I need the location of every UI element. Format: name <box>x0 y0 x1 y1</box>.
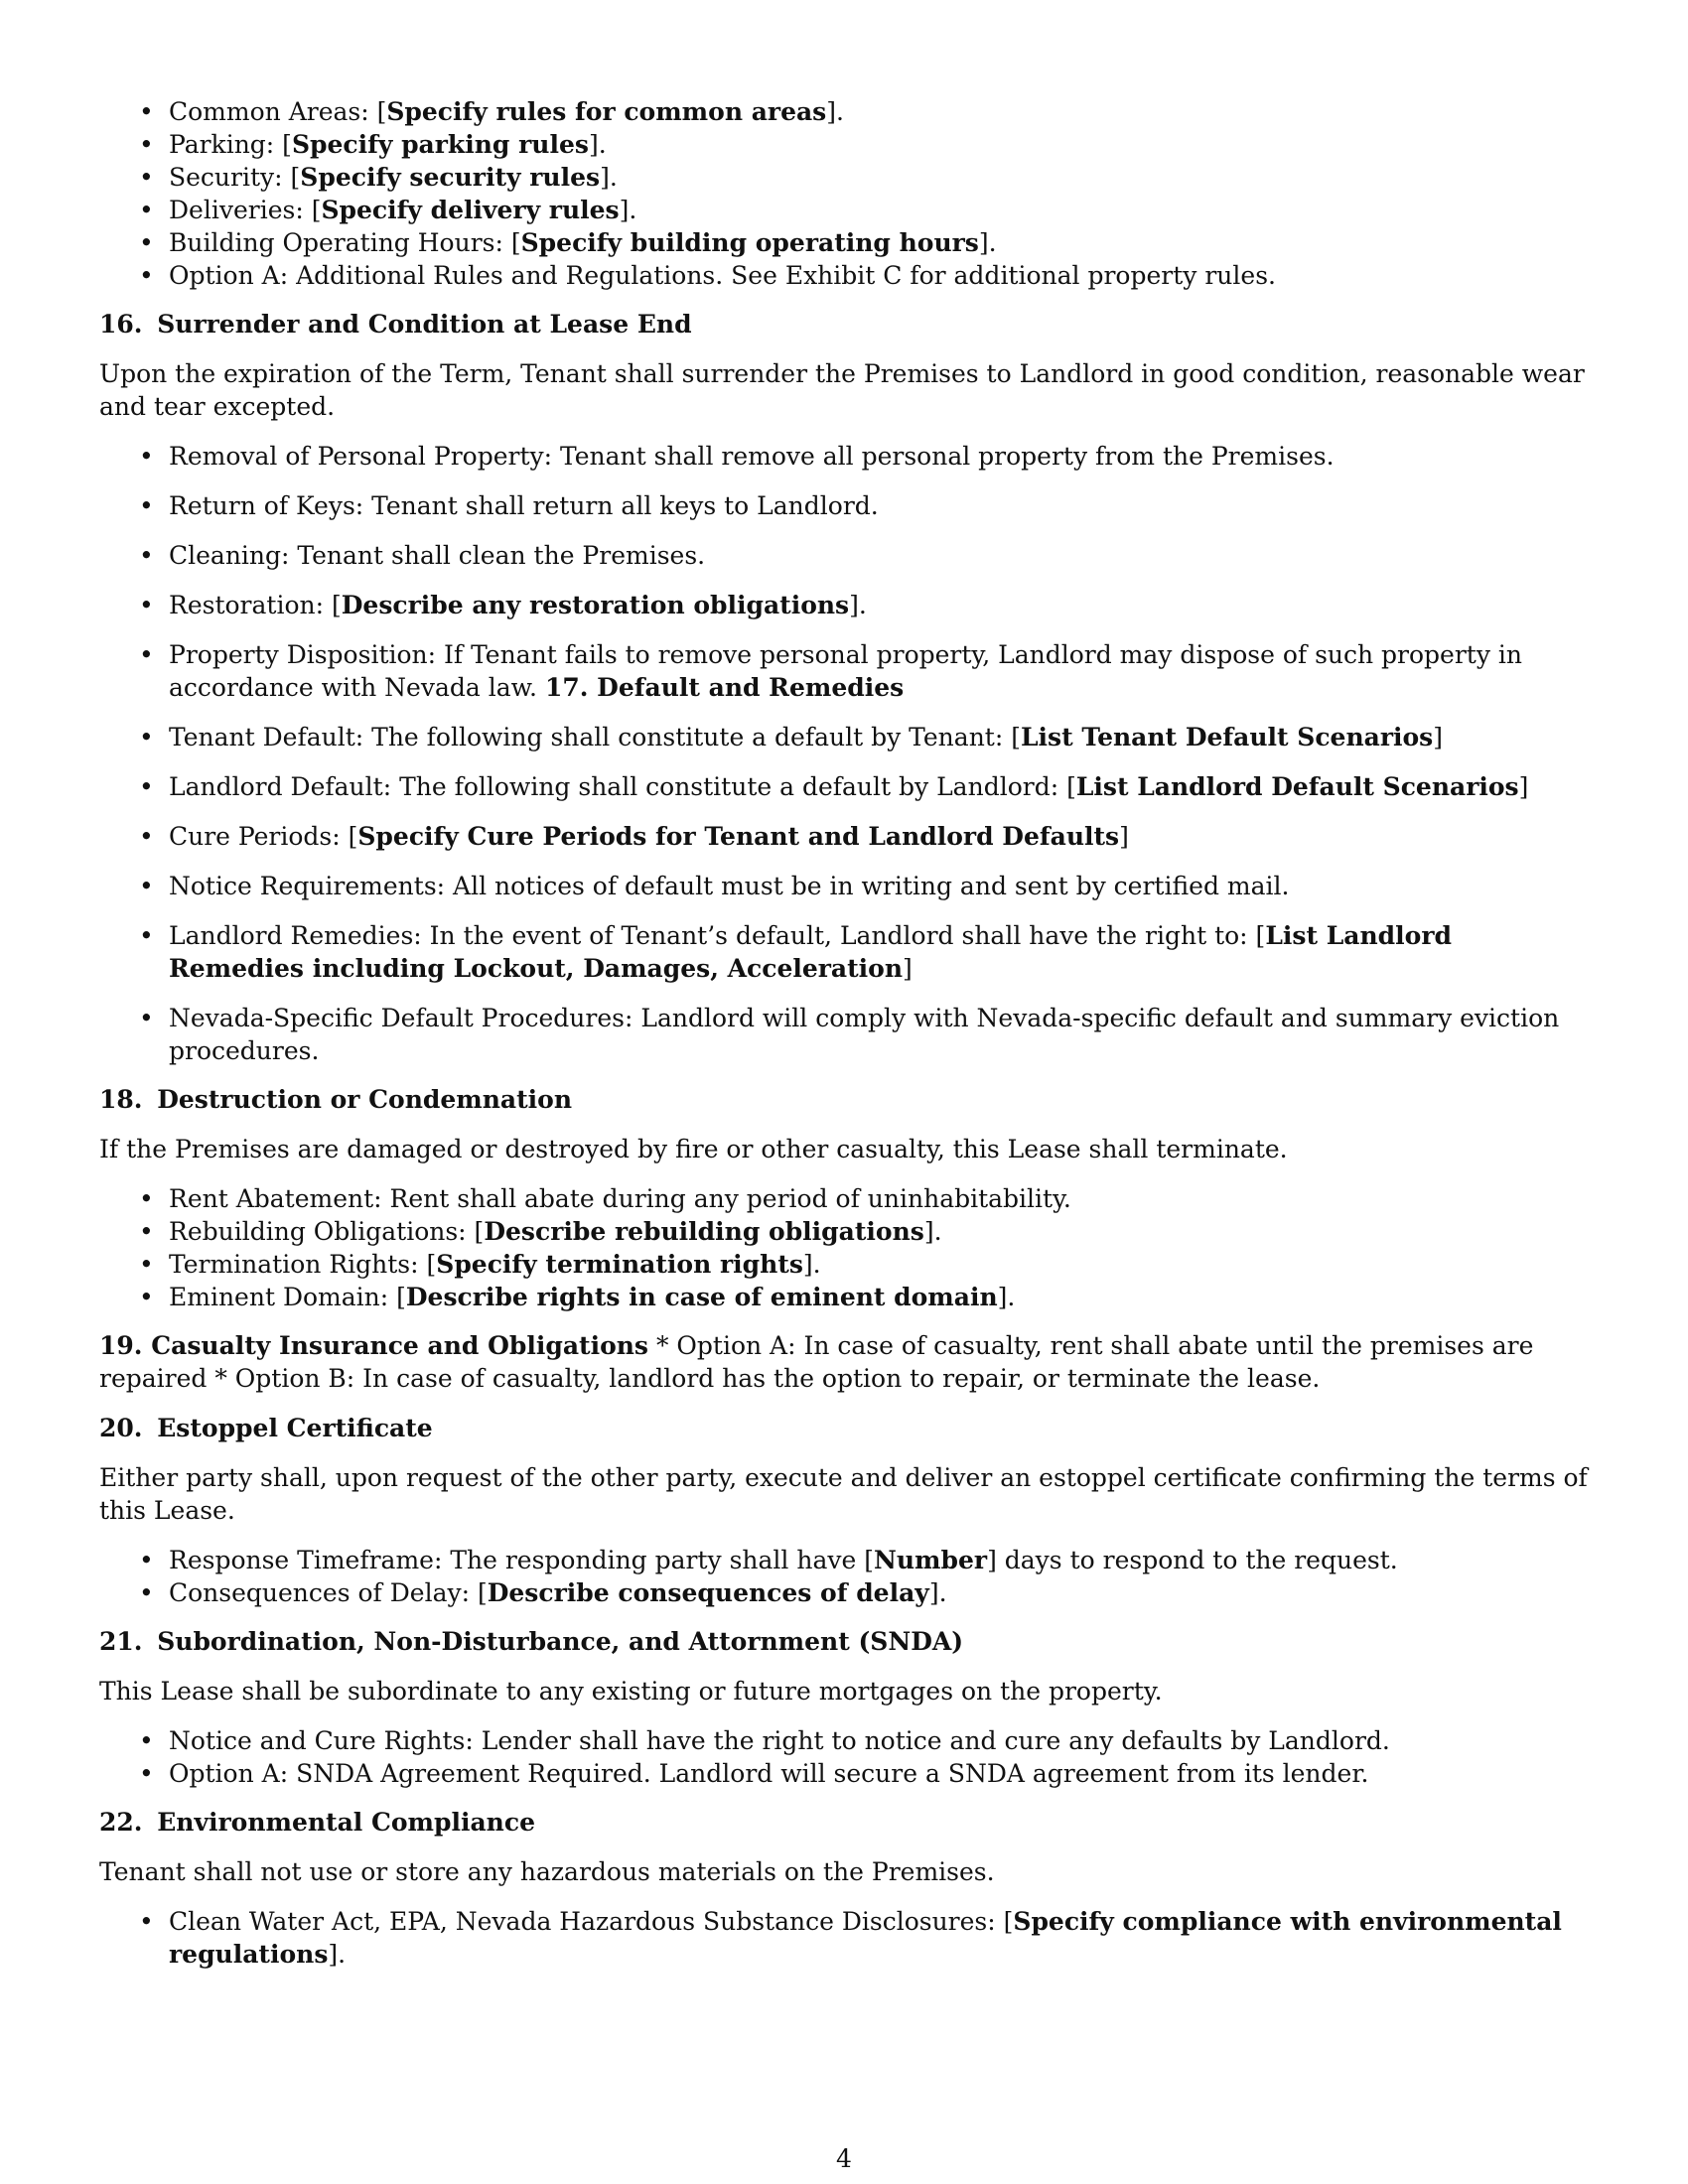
section-20-paragraph: Either party shall, upon request of the other party, execute and deliver an estoppel certificate confirming the terms of this Lease. <box>99 1463 1588 1525</box>
section-heading-20: 20. Estoppel Certificate <box>99 1414 433 1442</box>
list-item: • Response Timeframe: The responding party shall have [Number] days to respond to the request. <box>99 1544 1589 1576</box>
section-heading-18: 18. Destruction or Condemnation <box>99 1085 573 1114</box>
snda-list <box>99 1724 1589 1790</box>
list-item: • Eminent Domain: [Describe rights in case of eminent domain]. <box>99 1281 1589 1313</box>
list-item: • Tenant Default: The following shall constitute a default by Tenant: [List Tenant Default Scenarios] <box>99 721 1589 753</box>
section-18-paragraph: If the Premises are damaged or destroyed by fire or other casualty, this Lease shall terminate. <box>99 1135 1288 1163</box>
section-16-paragraph: Upon the expiration of the Term, Tenant shall surrender the Premises to Landlord in good condition, reasonable wear and tear excepted. <box>99 359 1585 421</box>
list-item: • Nevada-Specific Default Procedures: Landlord will comply with Nevada-specific default and summary eviction procedures. <box>99 1002 1589 1067</box>
section-19-paragraph: 19. Casualty Insurance and Obligations * Option A: In case of casualty, rent shall abate until the premises are repaired * Option B: In case of casualty, landlord has the option to repair, or terminate the lease. <box>99 1331 1534 1393</box>
list-item: • Cure Periods: [Specify Cure Periods for Tenant and Landlord Defaults] <box>99 820 1589 853</box>
section-heading-19: 19. Casualty Insurance and Obligations <box>99 1331 648 1360</box>
list-item: • Security: [Specify security rules]. <box>99 161 1589 194</box>
list-item: • Option A: Additional Rules and Regulations. See Exhibit C for additional property rules. <box>99 259 1589 292</box>
list-item: • Deliveries: [Specify delivery rules]. <box>99 194 1589 226</box>
surrender-list <box>99 440 1589 1067</box>
list-item: • Property Disposition: If Tenant fails to remove personal property, Landlord may dispose of such property in accordance with Nevada law. 17. Default and Remedies <box>99 638 1589 704</box>
section-heading-17: 17. Default and Remedies <box>544 673 905 702</box>
section-22-paragraph: Tenant shall not use or store any hazardous materials on the Premises. <box>99 1857 995 1886</box>
list-item: • Removal of Personal Property: Tenant shall remove all personal property from the Premises. <box>99 440 1589 473</box>
list-item: • Rebuilding Obligations: [Describe rebuilding obligations]. <box>99 1215 1589 1248</box>
list-item: • Rent Abatement: Rent shall abate during any period of uninhabitability. <box>99 1182 1589 1215</box>
list-item: • Cleaning: Tenant shall clean the Premises. <box>99 539 1589 572</box>
section-heading-22: 22. Environmental Compliance <box>99 1808 535 1837</box>
list-item: • Termination Rights: [Specify termination rights]. <box>99 1248 1589 1281</box>
list-item: • Option A: SNDA Agreement Required. Landlord will secure a SNDA agreement from its lender. <box>99 1757 1589 1790</box>
environmental-list <box>99 1905 1589 1971</box>
document-page <box>99 95 1589 1971</box>
list-item: • Notice Requirements: All notices of default must be in writing and sent by certified mail. <box>99 870 1589 902</box>
section-heading-21: 21. Subordination, Non-Disturbance, and Attornment (SNDA) <box>99 1627 964 1656</box>
estoppel-list <box>99 1544 1589 1609</box>
list-item: • Restoration: [Describe any restoration obligations]. <box>99 589 1589 621</box>
list-item: • Return of Keys: Tenant shall return all keys to Landlord. <box>99 489 1589 522</box>
list-item: • Clean Water Act, EPA, Nevada Hazardous Substance Disclosures: [Specify compliance with environmental regulations]. <box>99 1905 1589 1971</box>
list-item: • Parking: [Specify parking rules]. <box>99 128 1589 161</box>
list-item: • Landlord Remedies: In the event of Tenant’s default, Landlord shall have the right to: [List Landlord Remedies including Lockout, Damages, Acceleration] <box>99 919 1589 985</box>
page-number: 4 <box>836 2144 852 2173</box>
list-item: • Consequences of Delay: [Describe consequences of delay]. <box>99 1576 1589 1609</box>
list-item: • Building Operating Hours: [Specify building operating hours]. <box>99 226 1589 259</box>
list-item: • Common Areas: [Specify rules for common areas]. <box>99 95 1589 128</box>
section-heading-16: 16. Surrender and Condition at Lease End <box>99 310 692 339</box>
destruction-list <box>99 1182 1589 1313</box>
section-21-paragraph: This Lease shall be subordinate to any existing or future mortgages on the property. <box>99 1677 1163 1706</box>
list-item: • Landlord Default: The following shall constitute a default by Landlord: [List Landlord Default Scenarios] <box>99 770 1589 803</box>
list-item: • Notice and Cure Rights: Lender shall have the right to notice and cure any defaults by Landlord. <box>99 1724 1589 1757</box>
rules-list <box>99 95 1589 292</box>
